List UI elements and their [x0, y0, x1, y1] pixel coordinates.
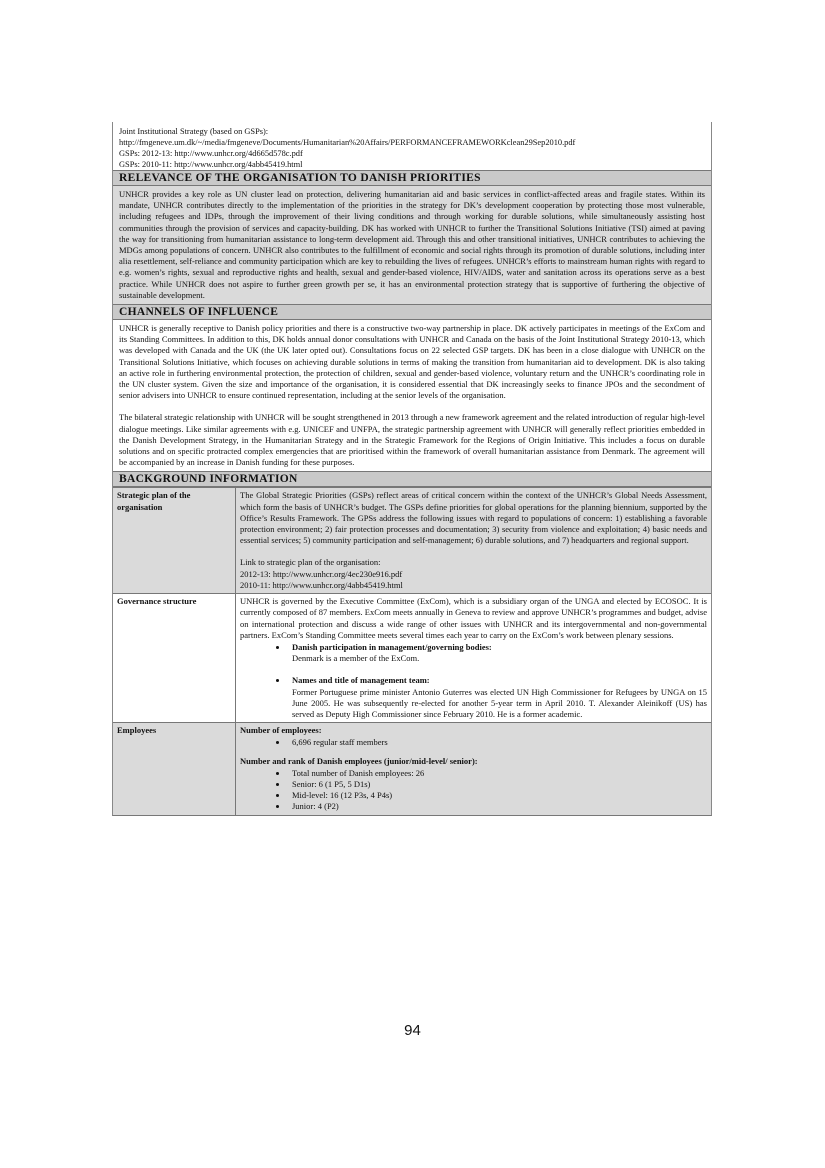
relevance-text: UNHCR provides a key role as UN cluster lead on protection, delivering humanitarian aid and basic services in conflict-affected areas and fragile states. Within its mandate, UNHCR contributes directly to the implementation of the priorities in the strategy for DK’s development cooperation by protecting those most vulnerable, including refugees and IDPs, through the improvement of their living conditions and through working for durable solutions, while simultaneously assisting host communities through the provision of services and capacity-building. DK has worked with UNHCR to further the Transitional Solutions Initiative (TSI) aimed at paving the way for transitioning from humanitarian assistance to long-term development aid. Through this and other transitional initiatives, UNHCR contributes to achieving the MDGs among populations of concern. UNHCR also contributes to the fulfillment of economic and social rights through its promotion of durable solutions, including inter alia resettlement, self-reliance and community participation which are key to rebuilding the lives of refugees. UNHCR’s efforts to mainstream human rights with regard to e.g. women’s rights, sexual and reproductive rights and health, sexual and gender-based violence, HIV/AIDS, water and sanitation across its operations serve as a best practice. While UNHCR does not aspire to further green growth per se, it has an environmental protection strategy that is supportive of furthering the objective of sustainable development.	[119, 189, 705, 300]
list-item: • Senior: 6 (1 P5, 5 D1s)	[288, 779, 707, 790]
gsp-2010-11-link[interactable]: GSPs: 2010-11: http://www.unhcr.org/4abb45419.html	[119, 160, 303, 169]
strategic-plan-row	[113, 488, 711, 594]
list-item	[288, 642, 707, 675]
document-page	[112, 122, 712, 816]
strategic-link-2010-11[interactable]: 2010-11: http://www.unhcr.org/4abb45419.html	[240, 579, 403, 590]
reference-links	[113, 122, 711, 170]
danish-participation-title: Danish participation in management/governing bodies:	[292, 641, 492, 652]
list-item: • Junior: 4 (P2)	[288, 801, 707, 812]
channels-paragraph-1: UNHCR is generally receptive to Danish policy priorities and there is a constructive two-way partnership in place. DK actively participates in meetings of the ExCom and its Standing Committees. In addition to this, DK holds annual donor consultations with UNHCR and Canada on the basis of the Joint Institutional Strategy 2010-13, which was developed with Canada and the UK (the UK later opted out). Consultations focus on 22 selected GSP targets. DK has been in a close dialogue with UNHCR on the Transitional Solutions Initiative, which focuses on achieving durable solutions in terms of making the transition from humanitarian aid to development. DK is also taking an active role in furthering environmental protection, the protection of children, sexual and gender-based violence, voluntary return and the UNHCR’s coordinating role in the UN cluster system. Given the size and importance of the organisation, it is considered essential that DK increasingly seeks to finance JPOs and the secondment of senior advisers into UNHCR to ensure continued representation, including at the senior levels of the organisation.	[119, 323, 705, 401]
relevance-heading: RELEVANCE OF THE ORGANISATION TO DANISH PRIORITIES	[113, 170, 711, 186]
strategic-link-label: Link to strategic plan of the organisation:	[240, 557, 381, 568]
governance-bullets	[240, 642, 707, 720]
strategic-plan-label: Strategic plan of the organisation	[113, 488, 236, 594]
management-team-text: Former Portuguese prime minister Antonio Guterres was elected UN High Commissioner for Refugees by UNGA on 15 June 2005. He was subsequently re-elected for another 5-year term in April 2010. T. Alexander Aleinikoff (US) has served as Deputy High Commissioner since February 2010. He is a former academic.	[292, 686, 707, 719]
strategic-plan-content	[236, 488, 712, 594]
spacer	[292, 664, 707, 675]
jis-label: Joint Institutional Strategy (based on GSPs):	[119, 127, 269, 136]
list-item	[288, 675, 707, 720]
jis-url[interactable]: http://fmgeneve.um.dk/~/media/fmgeneve/Documents/Humanitarian%20Affairs/PERFORMANCEFRAMEWORKclean29Sep2010.pdf	[119, 138, 576, 147]
governance-content	[236, 594, 712, 723]
employees-label: Employees	[113, 723, 236, 815]
employees-content	[236, 723, 712, 815]
channels-heading: CHANNELS OF INFLUENCE	[113, 304, 711, 320]
page-number: 94	[404, 1022, 421, 1039]
employees-row	[113, 723, 711, 815]
channels-section	[113, 320, 711, 471]
employees-number-list	[240, 737, 707, 748]
channels-paragraph-2: The bilateral strategic relationship with UNHCR will be sought strengthened in 2013 through a new framework agreement and the related introduction of regular high-level dialogue meetings. Like similar agreements with e.g. UNICEF and UNFPA, the strategic partnership agreement with UNHCR will generally reflect priorities embedded in the Danish Development Strategy, in the Humanitarian Strategy and in the Strategic Framework for the Regions of Origin Initiative. This includes a focus on durable solutions and on specific protracted complex emergencies that are prioritised within the framework of overall humanitarian assistance from Denmark. The agreement will be accompanied by an increase in Danish funding for these purposes.	[119, 412, 705, 468]
danish-employees-list	[240, 768, 707, 813]
employees-number-heading: Number of employees:	[240, 725, 322, 736]
background-table	[113, 487, 711, 814]
gsp-2012-13-link[interactable]: GSPs: 2012-13: http://www.unhcr.org/4d665d578c.pdf	[119, 149, 303, 158]
background-heading: BACKGROUND INFORMATION	[113, 471, 711, 487]
list-item: • 6,696 regular staff members	[288, 737, 707, 748]
strategic-plan-text: The Global Strategic Priorities (GSPs) reflect areas of critical concern within the context of the UNHCR’s Global Needs Assessment, which form the basis of UNHCR’s budget. The GSPs define priorities for global operations for the planning biennium, supported by the Office’s Results Framework. The GPSs address the following issues with regard to populations of concern: 1) establishing a favorable protection environment; 2) fair protection processes and documentation; 3) security from violence and exploitation; 4) basic needs and essential services; 5) community participation and self-management; 6) durable solutions, and 7) headquarters and regional support.	[240, 490, 707, 546]
governance-text: UNHCR is governed by the Executive Committee (ExCom), which is a subsidiary organ of the UNGA and elected by ECOSOC. It is currently composed of 87 members. ExCom meets annually in Geneva to review and approve UNHCR’s programmes and budget, advise on international protection and discuss a wide range of other issues with UNHCR and its intergovernmental and non-governmental partners. ExCom’s Standing Committee meets several times each year to carry on the ExCom’s work between plenary sessions.	[240, 596, 707, 640]
governance-label: Governance structure	[113, 594, 236, 723]
danish-participation-text: Denmark is a member of the ExCom.	[292, 653, 420, 664]
relevance-section	[113, 186, 711, 304]
management-team-title: Names and title of management team:	[292, 675, 430, 686]
danish-employees-heading: Number and rank of Danish employees (junior/mid-level/ senior):	[240, 755, 478, 766]
governance-row	[113, 594, 711, 723]
list-item: • Mid-level: 16 (12 P3s, 4 P4s)	[288, 790, 707, 801]
list-item: • Total number of Danish employees: 26	[288, 768, 707, 779]
strategic-link-2012-13[interactable]: 2012-13: http://www.unhcr.org/4ec230e916.pdf	[240, 568, 403, 579]
